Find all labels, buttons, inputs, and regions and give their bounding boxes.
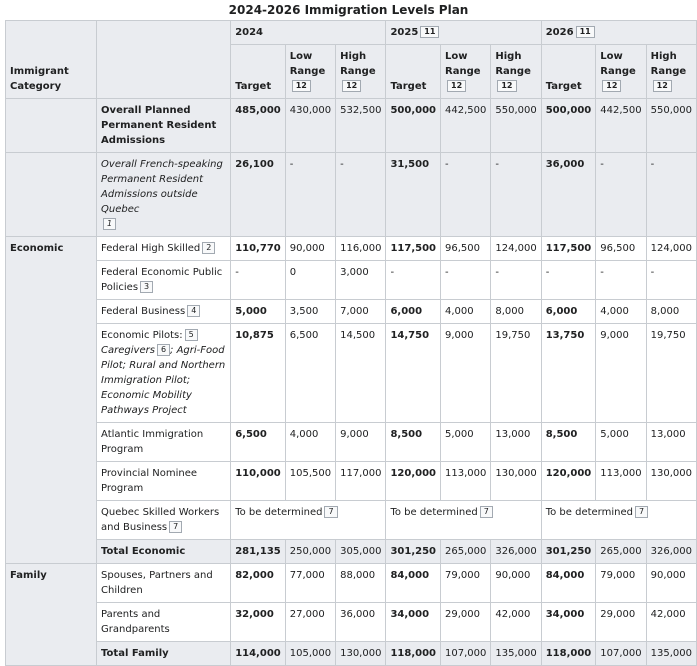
value-cell: 120,000 [386,462,441,501]
table-row [6,603,697,642]
value-cell: 265,000 [596,540,646,564]
value-cell: 90,000 [646,564,696,603]
footnote-link[interactable]: 1 [103,218,116,230]
value-cell: - [336,153,386,237]
value-cell: 130,000 [646,462,696,501]
value-cell: 532,500 [336,99,386,153]
header-year-2026: 2026 11 [541,21,696,45]
header-target: Target [541,45,596,99]
value-cell: 84,000 [386,564,441,603]
value-cell: 13,000 [646,423,696,462]
value-cell: 117,500 [386,237,441,261]
footnote-link[interactable]: 12 [497,80,516,92]
value-cell: - [541,261,596,300]
header-low-range: Low Range 12 [596,45,646,99]
value-cell: 4,000 [596,300,646,324]
value-cell: - [596,261,646,300]
header-high-range: High Range 12 [646,45,696,99]
header-year-2025: 2025 11 [386,21,541,45]
value-cell: 34,000 [386,603,441,642]
value-cell: 88,000 [336,564,386,603]
value-cell: - [386,261,441,300]
value-cell: - [491,153,541,237]
value-cell: 14,500 [336,324,386,423]
value-cell: 79,000 [596,564,646,603]
value-cell: 301,250 [386,540,441,564]
header-blank [97,21,231,99]
value-cell: 124,000 [646,237,696,261]
footnote-link[interactable]: 7 [480,506,493,518]
value-cell: 550,000 [646,99,696,153]
value-cell: 105,000 [285,642,335,666]
row-label: Federal Business 4 [97,300,231,324]
value-cell: 118,000 [541,642,596,666]
value-cell: 113,000 [441,462,491,501]
footnote-link[interactable]: 7 [635,506,648,518]
value-cell: 550,000 [491,99,541,153]
value-cell: 29,000 [441,603,491,642]
value-cell: 27,000 [285,603,335,642]
table-row [6,261,697,300]
value-cell: 7,000 [336,300,386,324]
footnote-link[interactable]: 7 [324,506,337,518]
value-cell: 84,000 [541,564,596,603]
value-cell: 8,500 [541,423,596,462]
value-cell: - [596,153,646,237]
table-row-total [6,540,697,564]
value-cell: 82,000 [231,564,286,603]
row-label: Federal Economic Public Policies 3 [97,261,231,300]
value-cell: 105,500 [285,462,335,501]
footnote-link[interactable]: 7 [169,521,182,533]
value-cell: 6,000 [386,300,441,324]
category-cell [6,153,97,237]
row-label: Economic Pilots: 5 Caregivers 6 ; Agri-Food Pilot; Rural and Northern Immigration Pilot; Economic Mobility Pathways Project [97,324,231,423]
value-cell: 26,100 [231,153,286,237]
row-label: Overall French-speaking Permanent Resident Admissions outside Quebec 1 [97,153,231,237]
footnote-link[interactable]: 12 [653,80,672,92]
value-cell: 4,000 [285,423,335,462]
value-cell: 13,000 [491,423,541,462]
value-cell: 96,500 [596,237,646,261]
value-cell: 8,000 [491,300,541,324]
table-row [6,462,697,501]
footnote-link[interactable]: 3 [140,281,153,293]
value-cell: 3,000 [336,261,386,300]
table-row [6,501,697,540]
value-cell: 305,000 [336,540,386,564]
footnote-link[interactable]: 12 [292,80,311,92]
value-cell: 107,000 [596,642,646,666]
value-cell: 5,000 [231,300,286,324]
value-cell: 5,000 [596,423,646,462]
tbd-cell: To be determined 7 [541,501,696,540]
value-cell: 96,500 [441,237,491,261]
category-family: Family [6,564,97,666]
value-cell: 114,000 [231,642,286,666]
value-cell: - [646,261,696,300]
value-cell: 124,000 [491,237,541,261]
value-cell: - [285,153,335,237]
value-cell: 250,000 [285,540,335,564]
value-cell: - [441,153,491,237]
value-cell: 500,000 [386,99,441,153]
value-cell: 110,770 [231,237,286,261]
value-cell: 5,000 [441,423,491,462]
value-cell: - [646,153,696,237]
value-cell: 430,000 [285,99,335,153]
value-cell: 116,000 [336,237,386,261]
value-cell: 6,500 [231,423,286,462]
value-cell: 3,500 [285,300,335,324]
value-cell: 31,500 [386,153,441,237]
table-caption: 2024-2026 Immigration Levels Plan [228,3,469,17]
value-cell: 135,000 [646,642,696,666]
header-low-range: Low Range 12 [441,45,491,99]
value-cell: 19,750 [646,324,696,423]
row-label: Quebec Skilled Workers and Business 7 [97,501,231,540]
table-row [6,300,697,324]
value-cell: 13,750 [541,324,596,423]
levels-table [5,20,697,666]
value-cell: 113,000 [596,462,646,501]
value-cell: 9,000 [596,324,646,423]
value-cell: - [491,261,541,300]
row-label: Total Economic [97,540,231,564]
row-label: Total Family [97,642,231,666]
value-cell: 120,000 [541,462,596,501]
value-cell: 36,000 [336,603,386,642]
value-cell: 265,000 [441,540,491,564]
footnote-link[interactable]: 2 [202,242,215,254]
value-cell: 42,000 [491,603,541,642]
footnote-link[interactable]: 4 [187,305,200,317]
value-cell: 10,875 [231,324,286,423]
footnote-link[interactable]: 6 [157,344,170,356]
value-cell: 6,500 [285,324,335,423]
value-cell: 118,000 [386,642,441,666]
header-category: Immigrant Category [6,21,97,99]
value-cell: 485,000 [231,99,286,153]
value-cell: 281,135 [231,540,286,564]
value-cell: 117,500 [541,237,596,261]
value-cell: 130,000 [491,462,541,501]
header-high-range: High Range 12 [336,45,386,99]
header-target: Target [386,45,441,99]
header-low-range: Low Range 12 [285,45,335,99]
row-label: Atlantic Immigration Program [97,423,231,462]
table-row [6,324,697,423]
category-cell [6,99,97,153]
value-cell: 90,000 [491,564,541,603]
footnote-link[interactable]: 12 [447,80,466,92]
value-cell: 79,000 [441,564,491,603]
header-year-2024: 2024 [231,21,386,45]
table-row-total [6,642,697,666]
table-row [6,153,697,237]
value-cell: 32,000 [231,603,286,642]
value-cell: 110,000 [231,462,286,501]
value-cell: 326,000 [646,540,696,564]
value-cell: 42,000 [646,603,696,642]
table-row [6,237,697,261]
value-cell: 6,000 [541,300,596,324]
footnote-link[interactable]: 12 [342,80,361,92]
value-cell: 107,000 [441,642,491,666]
value-cell: 0 [285,261,335,300]
row-label: Overall Planned Permanent Resident Admissions [97,99,231,153]
value-cell: - [441,261,491,300]
value-cell: 4,000 [441,300,491,324]
table-row [6,99,697,153]
value-cell: - [231,261,286,300]
value-cell: 90,000 [285,237,335,261]
footnote-link[interactable]: 12 [602,80,621,92]
value-cell: 8,500 [386,423,441,462]
header-high-range: High Range 12 [491,45,541,99]
tbd-cell: To be determined 7 [231,501,386,540]
category-economic: Economic [6,237,97,564]
value-cell: 9,000 [336,423,386,462]
value-cell: 34,000 [541,603,596,642]
value-cell: 8,000 [646,300,696,324]
value-cell: 442,500 [441,99,491,153]
footnote-link[interactable]: 5 [185,329,198,341]
value-cell: 9,000 [441,324,491,423]
row-label: Parents and Grandparents [97,603,231,642]
row-label: Spouses, Partners and Children [97,564,231,603]
footnote-link[interactable]: 11 [420,26,439,38]
value-cell: 500,000 [541,99,596,153]
value-cell: 36,000 [541,153,596,237]
value-cell: 14,750 [386,324,441,423]
row-label: Provincial Nominee Program [97,462,231,501]
value-cell: 135,000 [491,642,541,666]
value-cell: 77,000 [285,564,335,603]
value-cell: 130,000 [336,642,386,666]
value-cell: 29,000 [596,603,646,642]
footnote-link[interactable]: 11 [576,26,595,38]
table-row [6,564,697,603]
value-cell: 442,500 [596,99,646,153]
value-cell: 301,250 [541,540,596,564]
table-row [6,423,697,462]
tbd-cell: To be determined 7 [386,501,541,540]
row-label: Federal High Skilled 2 [97,237,231,261]
value-cell: 117,000 [336,462,386,501]
value-cell: 19,750 [491,324,541,423]
header-target: Target [231,45,286,99]
value-cell: 326,000 [491,540,541,564]
